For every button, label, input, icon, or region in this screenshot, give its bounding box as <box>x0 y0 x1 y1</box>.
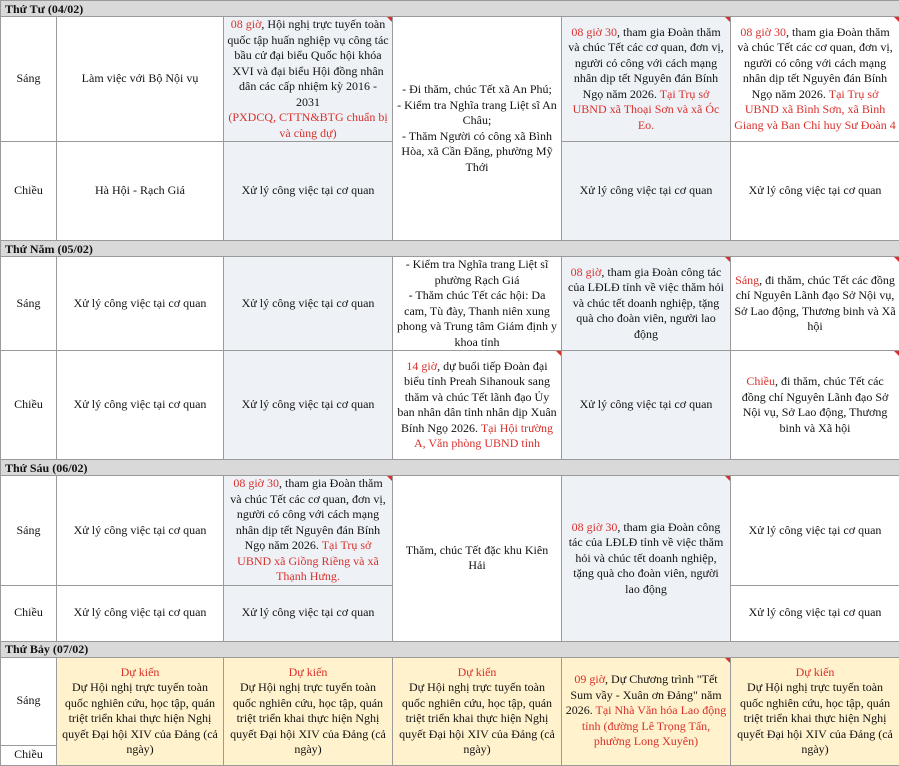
period-label: Sáng <box>1 257 57 351</box>
cell: Xử lý công việc tại cơ quan <box>731 585 899 641</box>
day-header-thu <box>1 241 899 257</box>
day-header-sat <box>1 641 899 657</box>
period-label: Chiều <box>1 142 57 241</box>
cell: Chiều, đi thăm, chúc Tết các đồng chí Nguyên Lãnh đạo Sở Nội vụ, Sở Lao động, Thương binh và Xã hội <box>731 351 899 460</box>
row-sat-morning <box>1 657 899 745</box>
cell: 08 giờ 30, tham gia Đoàn thăm và chúc Tết các cơ quan, đơn vị, người có công với cách mạng nhân dịp tết Nguyên đán Bính Ngọ năm 2026. Tại Trụ sở UBND xã Thoại Sơn và xã Óc Eo. <box>562 17 731 142</box>
cell: 09 giờ, Dự Chương trình "Tết Sum vầy - Xuân ơn Đảng" năm 2026. Tại Nhà Văn hóa Lao động tỉnh (đường Lê Trọng Tấn, phường Long Xuyên) <box>562 657 731 765</box>
row-wed-morning <box>1 17 899 142</box>
cell: Dự kiến Dự Hội nghị trực tuyến toàn quốc nghiên cứu, học tập, quán triệt triển khai thực hiện Nghị quyết Đại hội XIV của Đảng (cả ngày) <box>57 657 224 765</box>
cell: Hà Hội - Rạch Giá <box>57 142 224 241</box>
period-label: Chiều <box>1 351 57 460</box>
cell: Xử lý công việc tại cơ quan <box>224 142 393 241</box>
day-label: Thứ Bảy (07/02) <box>1 641 899 657</box>
cell: Xử lý công việc tại cơ quan <box>562 142 731 241</box>
period-label: Chiều <box>1 745 57 765</box>
cell: Xử lý công việc tại cơ quan <box>57 351 224 460</box>
cell: 08 giờ 30, tham gia Đoàn thăm và chúc Tết các cơ quan, đơn vị, người có công với cách mạng nhân dịp tết Nguyên đán Bính Ngọ năm 2026. Tại Trụ sở UBND xã Bình Sơn, xã Bình Giang và Ban Chỉ huy Sư Đoàn 4 <box>731 17 899 142</box>
cell: Làm việc với Bộ Nội vụ <box>57 17 224 142</box>
period-label: Sáng <box>1 476 57 586</box>
cell: Xử lý công việc tại cơ quan <box>224 351 393 460</box>
day-header-wed <box>1 1 899 17</box>
row-thu-afternoon <box>1 351 899 460</box>
cell: Xử lý công việc tại cơ quan <box>731 142 899 241</box>
row-thu-morning <box>1 257 899 351</box>
cell: Dự kiến Dự Hội nghị trực tuyến toàn quốc nghiên cứu, học tập, quán triệt triển khai thực hiện Nghị quyết Đại hội XIV của Đảng (cả ngày) <box>224 657 393 765</box>
day-header-fri <box>1 460 899 476</box>
cell: Xử lý công việc tại cơ quan <box>57 476 224 586</box>
cell: - Đi thăm, chúc Tết xã An Phú; - Kiểm tra Nghĩa trang Liệt sĩ An Châu; - Thăm Người có công xã Bình Hòa, xã Cần Đăng, phường Mỹ Thới <box>393 17 562 241</box>
cell: Dự kiến Dự Hội nghị trực tuyến toàn quốc nghiên cứu, học tập, quán triệt triển khai thực hiện Nghị quyết Đại hội XIV của Đảng (cả ngày) <box>731 657 899 765</box>
cell: Dự kiến Dự Hội nghị trực tuyến toàn quốc nghiên cứu, học tập, quán triệt triển khai thực hiện Nghị quyết Đại hội XIV của Đảng (cả ngày) <box>393 657 562 765</box>
row-fri-morning <box>1 476 899 586</box>
cell: Xử lý công việc tại cơ quan <box>731 476 899 586</box>
cell: 14 giờ, dự buổi tiếp Đoàn đại biểu tỉnh Preah Sihanouk sang thăm và chúc Tết lãnh đạo Ủy ban nhân dân tỉnh nhân dịp Xuân Bính Ngọ 2026. Tại Hội trường A, Văn phòng UBND tỉnh <box>393 351 562 460</box>
cell: 08 giờ, Hội nghị trực tuyến toàn quốc tập huấn nghiệp vụ công tác bầu cử đại biểu Quốc hội khóa XVI và đại biểu Hội đồng nhân dân các cấp nhiệm kỳ 2016 - 2031 (PXDCQ, CTTN&BTG chuẩn bị và cùng dự) <box>224 17 393 142</box>
day-label: Thứ Sáu (06/02) <box>1 460 899 476</box>
period-label: Chiều <box>1 585 57 641</box>
cell: Thăm, chúc Tết đặc khu Kiên Hải <box>393 476 562 642</box>
cell: - Kiểm tra Nghĩa trang Liệt sĩ phường Rạch Giá - Thăm chúc Tết các hội: Da cam, Tù đày, Thanh niên xung phong và Trung tâm Giám định y khoa tỉnh <box>393 257 562 351</box>
cell: Xử lý công việc tại cơ quan <box>224 585 393 641</box>
cell: Xử lý công việc tại cơ quan <box>562 351 731 460</box>
day-label: Thứ Tư (04/02) <box>1 1 899 17</box>
period-label: Sáng <box>1 657 57 745</box>
cell: 08 giờ, tham gia Đoàn công tác của LĐLĐ tỉnh về việc thăm hỏi và chúc tết doanh nghiệp, tặng quà cho đoàn viên, người lao động <box>562 257 731 351</box>
cell: Sáng, đi thăm, chúc Tết các đồng chí Nguyên Lãnh đạo Sở Nội vụ, Sở Lao động, Thương binh và Xã hội <box>731 257 899 351</box>
cell: Xử lý công việc tại cơ quan <box>57 585 224 641</box>
period-label: Sáng <box>1 17 57 142</box>
day-label: Thứ Năm (05/02) <box>1 241 899 257</box>
cell: 08 giờ 30, tham gia Đoàn thăm và chúc Tết các cơ quan, đơn vị, người có công với cách mạng nhân dịp tết Nguyên đán Bính Ngọ năm 2026. Tại Trụ sở UBND xã Giồng Riềng và xã Thạnh Hưng. <box>224 476 393 586</box>
cell: Xử lý công việc tại cơ quan <box>224 257 393 351</box>
cell: 08 giờ 30, tham gia Đoàn công tác của LĐLĐ tỉnh về việc thăm hỏi và chúc tết doanh nghiệp, tặng quà cho đoàn viên, người lao động <box>562 476 731 642</box>
cell: Xử lý công việc tại cơ quan <box>57 257 224 351</box>
